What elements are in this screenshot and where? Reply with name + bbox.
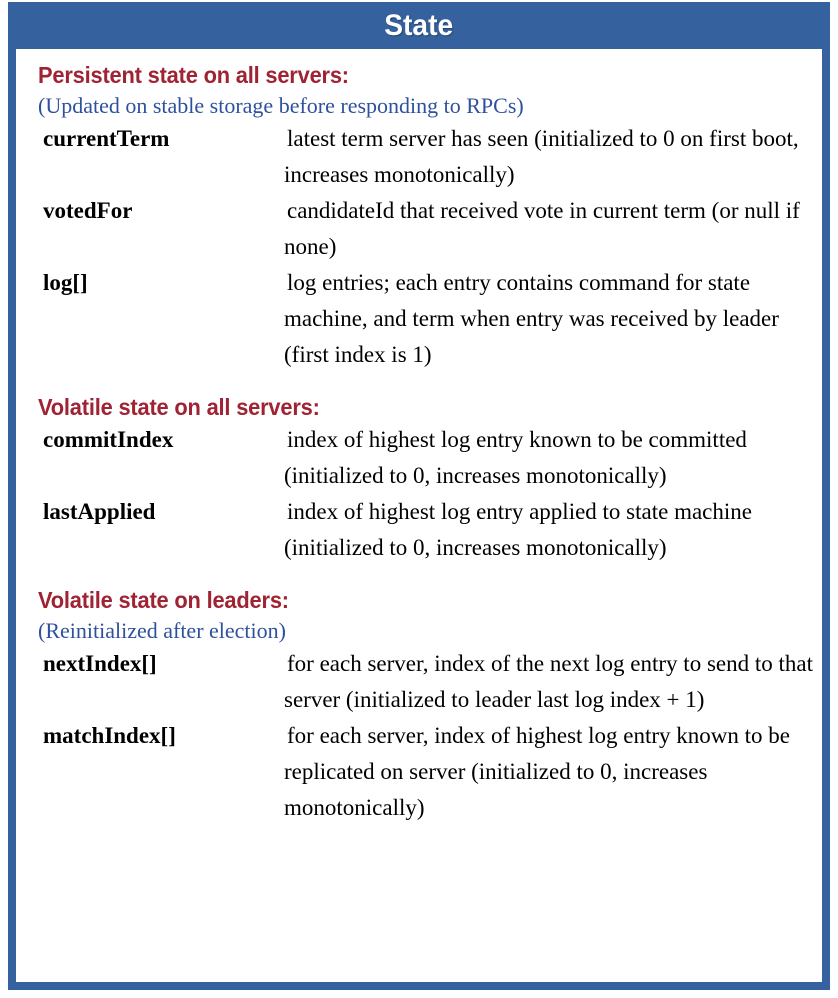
state-variable-name: log[] [43,270,88,295]
state-variable-row [38,494,818,566]
state-variable-name: matchIndex[] [43,723,176,748]
section-heading: Volatile state on all servers: [38,394,320,420]
state-variable-row [38,121,818,193]
figure-body [16,49,822,982]
state-variable-list [38,422,818,566]
section-note: (Updated on stable storage before responding to RPCs) [38,93,524,118]
state-section [16,585,822,826]
state-variable-name: commitIndex [43,427,174,452]
state-figure-card [8,2,830,990]
state-variable-description: latest term server has seen (initialized to 0 on first boot, increases monotonically) [284,126,799,187]
state-variable-description: for each server, index of highest log entry known to be replicated on server (initialized to 0, increases monotonically) [284,723,791,820]
state-variable-row [38,646,818,718]
section-note: (Reinitialized after election) [38,618,286,643]
state-variable-name: currentTerm [43,126,170,151]
state-variable-row [38,422,818,494]
section-heading: Volatile state on leaders: [38,587,289,613]
state-variable-description: for each server, index of the next log entry to send to that server (initialized to leader last log index + 1) [284,651,813,712]
state-variable-name: votedFor [43,198,133,223]
state-variable-row [38,193,818,265]
state-variable-description: index of highest log entry known to be committed (initialized to 0, increases monotonically) [284,427,747,488]
figure-title-bar [8,2,830,49]
section-heading: Persistent state on all servers: [38,62,349,88]
state-variable-row [38,718,818,826]
state-variable-name: nextIndex[] [43,651,157,676]
state-section [16,60,822,373]
state-section [16,392,822,566]
state-variable-description: log entries; each entry contains command for state machine, and term when entry was received by leader (first index is 1) [284,270,779,367]
state-variable-list [38,121,818,373]
state-variable-row [38,265,818,373]
state-variable-list [38,646,818,826]
state-variable-name: lastApplied [43,499,156,524]
state-variable-description: index of highest log entry applied to state machine (initialized to 0, increases monotonically) [284,499,752,560]
state-variable-description: candidateId that received vote in current term (or null if none) [284,198,800,259]
figure-title: State [384,8,454,42]
